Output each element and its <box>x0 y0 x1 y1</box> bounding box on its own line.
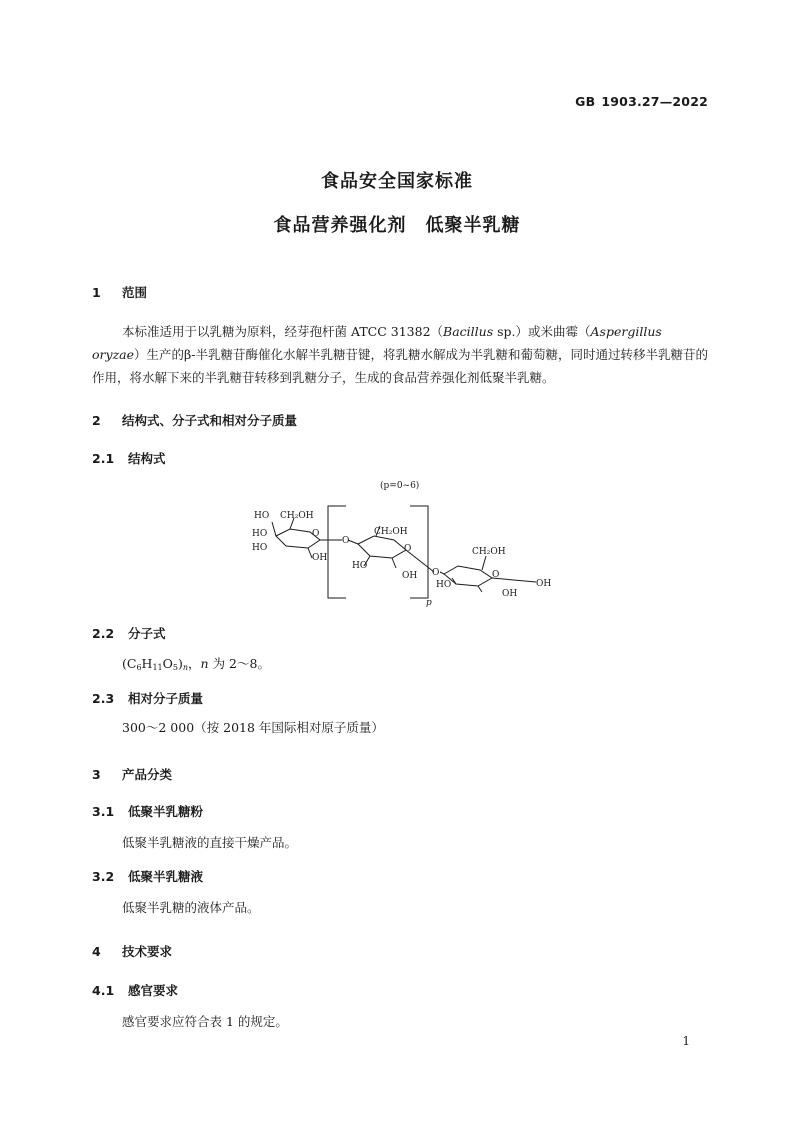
section-title: 结构式 <box>128 451 166 466</box>
molecular-mass-text: 300～2 000（按 2018 年国际相对原子质量） <box>122 720 384 735</box>
section-title: 相对分子质量 <box>128 691 204 706</box>
section-number: 3 <box>92 767 101 782</box>
section-number: 1 <box>92 285 101 300</box>
scope-text-2: sp.）或米曲霉（ <box>493 324 591 339</box>
label-ch2oh-c: CH₂OH <box>472 547 506 557</box>
scope-text-1: 本标准适用于以乳糖为原料，经芽孢杆菌 ATCC 31382（ <box>122 324 444 339</box>
formula-comma: ， <box>188 656 201 671</box>
repeat-bracket-left <box>328 506 346 598</box>
label-oh-a: OH <box>312 553 328 563</box>
section-3-2-text: 低聚半乳糖的液体产品。 <box>122 900 260 915</box>
section-title: 范围 <box>122 285 148 300</box>
label-ch2oh-b: CH₂OH <box>374 527 408 537</box>
section-number: 4.1 <box>92 983 115 998</box>
section-4-1-text: 感官要求应符合表 1 的规定。 <box>122 1014 288 1029</box>
section-3-heading <box>92 765 172 783</box>
section-1-heading <box>92 283 147 301</box>
section-4-heading <box>92 942 172 960</box>
section-number: 3.1 <box>92 804 115 819</box>
label-o-link-b: O <box>432 568 440 578</box>
section-number: 2.1 <box>92 451 115 466</box>
section-number: 2 <box>92 413 101 428</box>
section-3-1-heading <box>92 802 203 820</box>
section-3-1-text: 低聚半乳糖液的直接干燥产品。 <box>122 835 298 850</box>
formula-n: n <box>182 663 189 672</box>
section-title: 产品分类 <box>122 767 173 782</box>
formula-h: H <box>141 656 153 671</box>
repeat-bracket-right <box>410 506 428 598</box>
label-ho-a: HO <box>254 511 270 521</box>
repeat-p-label: p <box>426 598 432 608</box>
formula-h-count: 11 <box>152 663 163 672</box>
label-o-link-a: O <box>342 536 350 546</box>
section-title: 技术要求 <box>122 944 173 959</box>
section-2-2-heading <box>92 624 166 642</box>
label-ho-e: HO <box>436 580 452 590</box>
label-oh-c: OH <box>502 589 518 599</box>
section-2-3-heading <box>92 689 203 707</box>
section-title: 低聚半乳糖液 <box>128 869 204 884</box>
scope-paragraph <box>92 320 710 389</box>
sugar-ring-b <box>358 536 406 558</box>
label-ho-c: HO <box>252 543 268 553</box>
formula-open: (C <box>122 656 137 671</box>
section-title: 低聚半乳糖粉 <box>128 804 204 819</box>
standard-number: 1903.27—2022 <box>601 94 708 109</box>
molecular-formula <box>122 654 270 672</box>
repeat-label: (p=0~6) <box>380 481 420 491</box>
section-3-2-heading <box>92 867 203 885</box>
section-title: 分子式 <box>128 626 166 641</box>
label-ho-d: HO <box>352 561 368 571</box>
formula-n-var: n <box>200 656 209 671</box>
label-ho-b: HO <box>252 529 268 539</box>
section-title: 结构式、分子式和相对分子质量 <box>122 413 298 428</box>
sub-title: 食品营养强化剂 低聚半乳糖 <box>273 215 521 236</box>
formula-range: 为 2～8。 <box>208 656 270 671</box>
structural-formula <box>246 474 566 612</box>
standard-prefix: GB <box>575 94 596 109</box>
label-ch2oh-a: CH₂OH <box>280 511 314 521</box>
formula-c-count: 6 <box>136 663 142 672</box>
formula-o-count: 5 <box>172 663 178 672</box>
formula-o: O <box>162 656 173 671</box>
label-oh-d: OH <box>536 579 552 589</box>
label-o-ring-c: O <box>492 570 500 580</box>
standard-code <box>575 94 708 109</box>
label-o-ring-a: O <box>312 529 320 539</box>
section-number: 2.2 <box>92 626 115 641</box>
bacillus-name: Bacillus <box>443 324 494 339</box>
section-2-1-heading <box>92 449 166 467</box>
section-number: 3.2 <box>92 869 115 884</box>
label-oh-b: OH <box>402 571 418 581</box>
section-number: 2.3 <box>92 691 115 706</box>
section-4-1-heading <box>92 981 178 999</box>
main-title: 食品安全国家标准 <box>321 171 473 192</box>
section-2-heading <box>92 411 297 429</box>
scope-text-3: ）生产的β-半乳糖苷酶催化水解半乳糖苷键，将乳糖水解成为半乳糖和葡萄糖，同时通过转移半乳糖苷的作用，将水解下来的半乳糖苷转移到乳糖分子，生成的食品营养强化剂低聚半乳糖。 <box>92 347 708 385</box>
page-number: 1 <box>682 1034 690 1048</box>
label-o-ring-b: O <box>404 544 412 554</box>
formula-close: ) <box>177 656 183 671</box>
aspergillus-name: Aspergillus oryzae <box>92 324 662 362</box>
section-title: 感官要求 <box>128 983 179 998</box>
section-number: 4 <box>92 944 101 959</box>
